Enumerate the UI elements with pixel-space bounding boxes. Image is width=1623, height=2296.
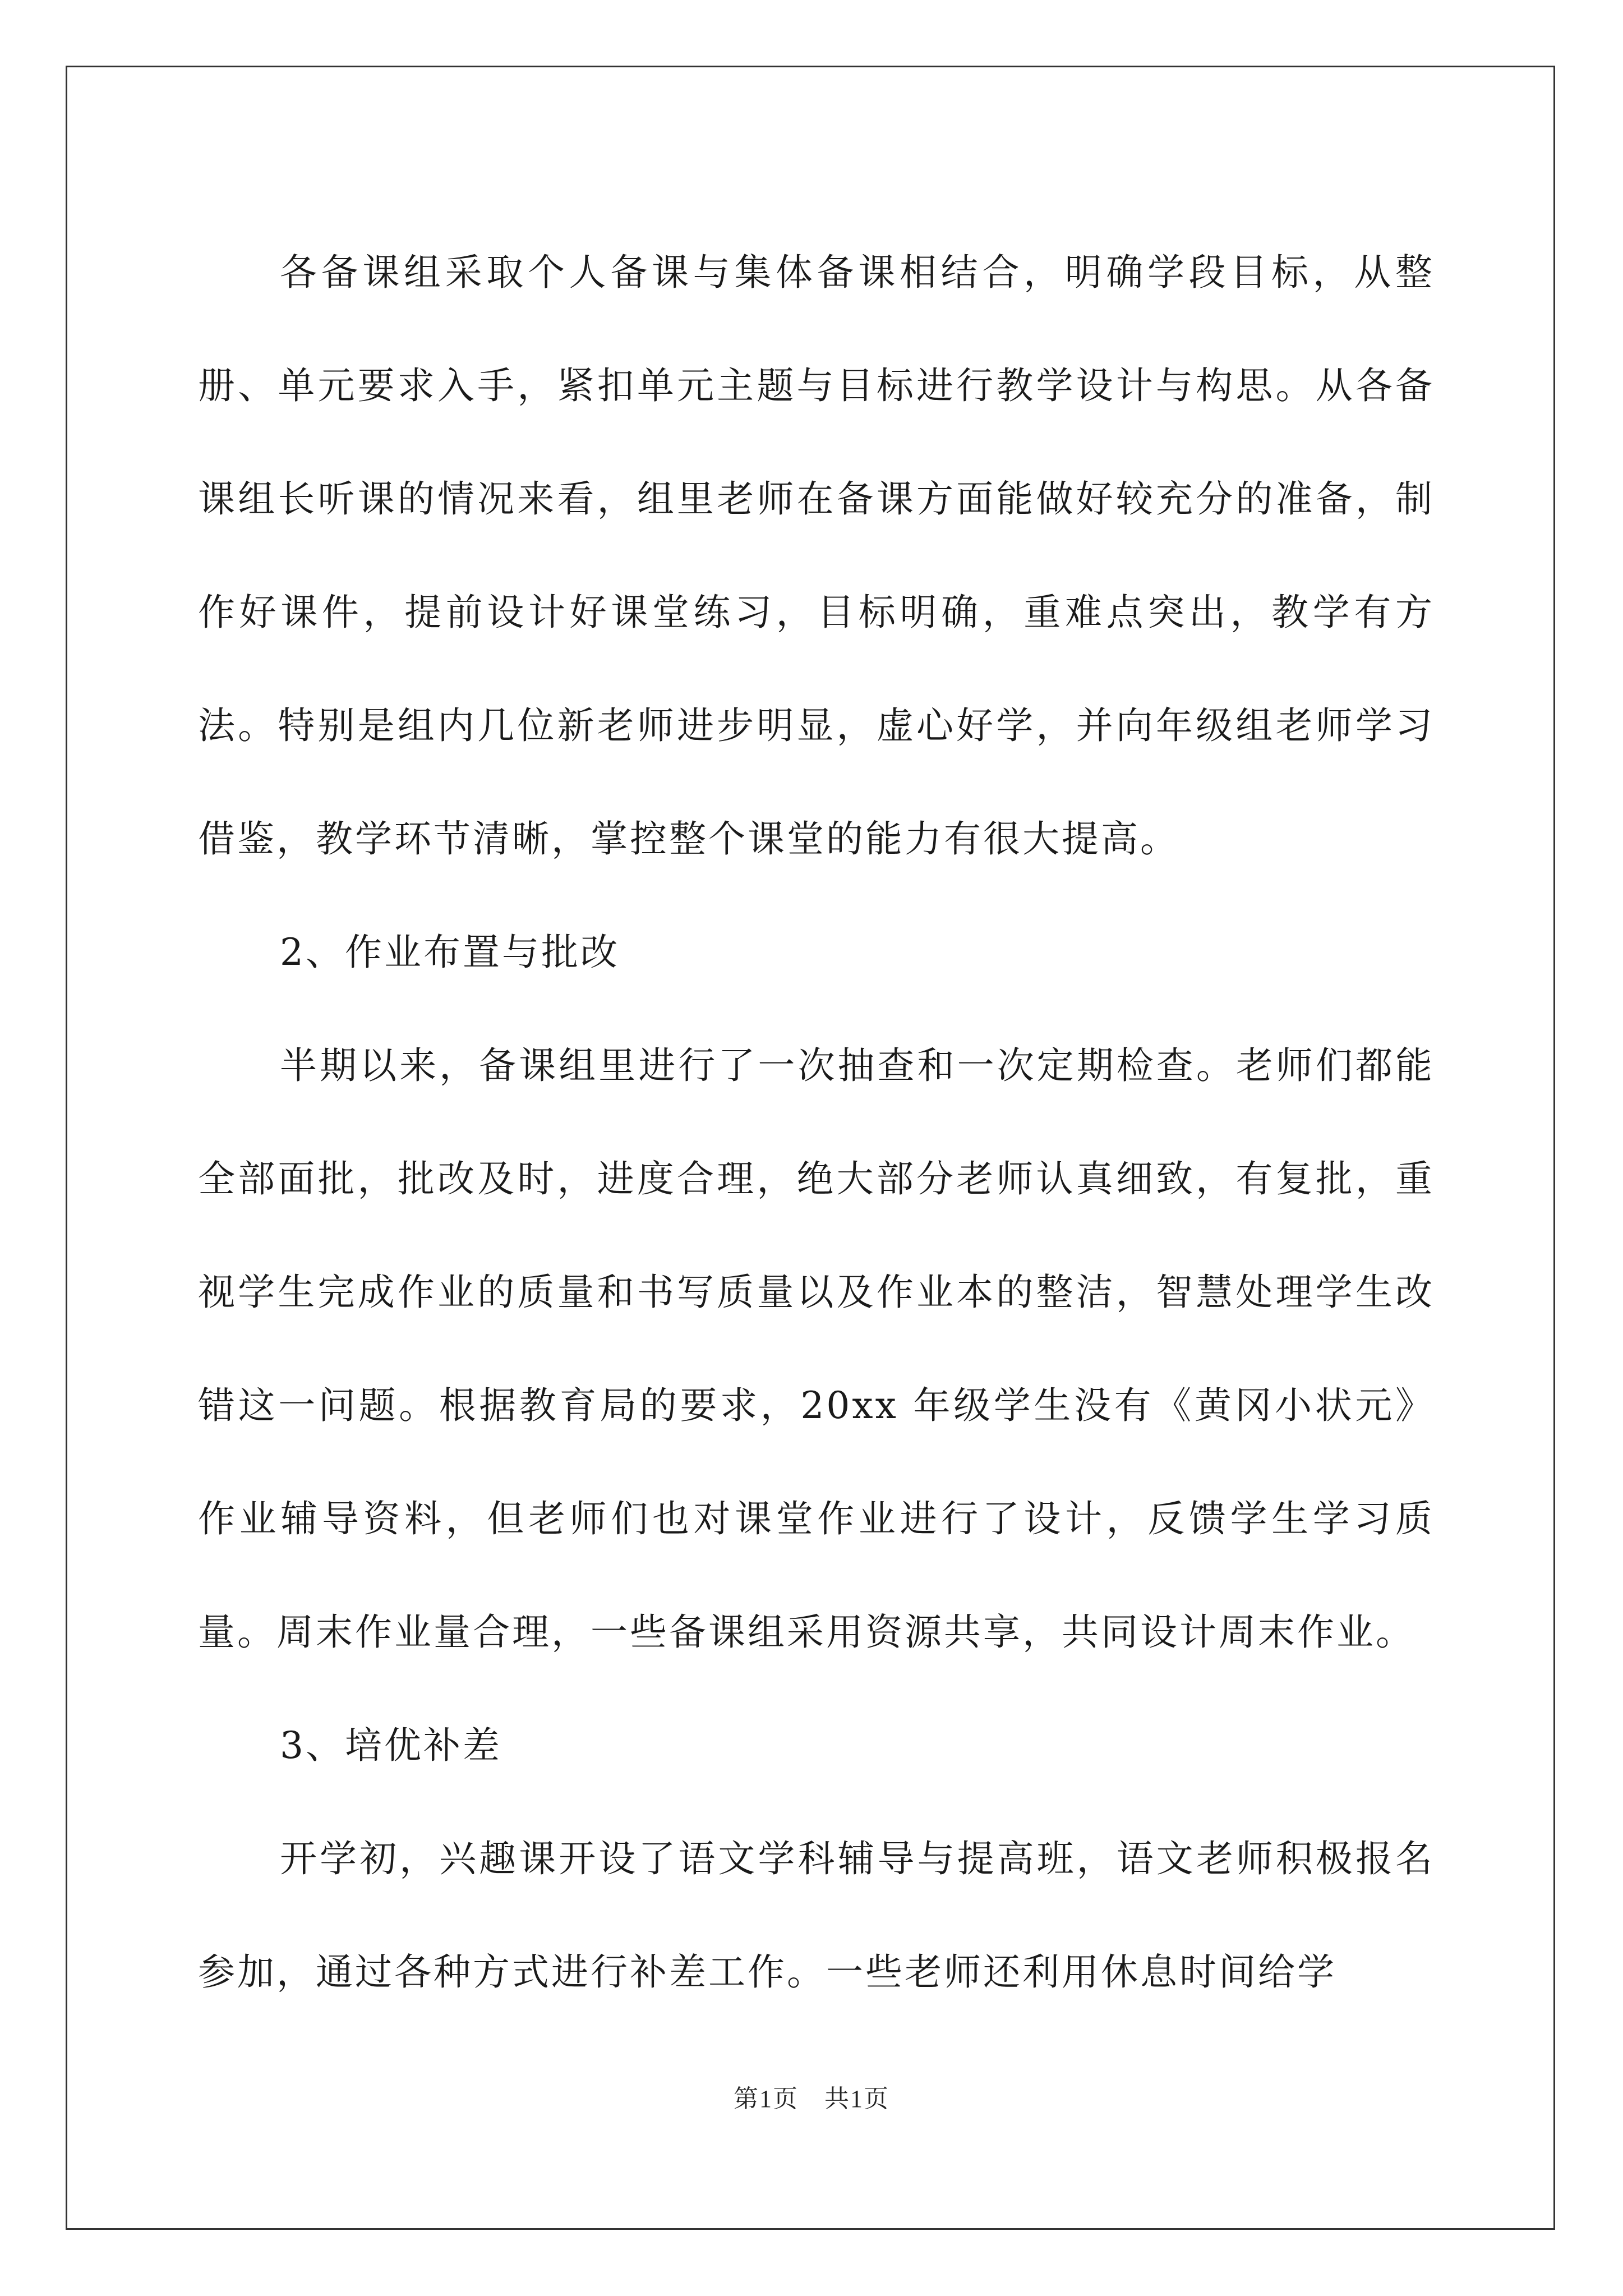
section-heading-tutoring: 3、培优补差 [280,1724,502,1767]
section-heading-homework: 2、作业布置与批改 [280,931,620,974]
page-number-footer: 第1页 共1页 [734,2085,889,2113]
paragraph-tutoring: 开学初，兴趣课开设了语文学科辅导与提高班，语文老师积极报名参加，通过各种方式进行补差工作。一些老师还利用休息时间给学 [198,1837,1435,1994]
document-body [198,216,1435,2029]
paragraph-homework: 半期以来，备课组里进行了一次抽查和一次定期检查。老师们都能全部面批，批改及时，进度合理，绝大部分老师认真细致，有复批，重视学生完成作业的质量和书写质量以及作业本的整洁，智慧处理学生改错这一问题。根据教育局的要求，20xx 年级学生没有《黄冈小状元》作业辅导资料，但老师们也对课堂作业进行了设计，反馈学生学习质量。周末作业量合理，一些备课组采用资源共享，共同设计周末作业。 [198,1044,1435,1654]
paragraph-lesson-prep: 各备课组采取个人备课与集体备课相结合，明确学段目标，从整册、单元要求入手，紧扣单元主题与目标进行教学设计与构思。从各备课组长听课的情况来看，组里老师在备课方面能做好较充分的准备，制作好课件，提前设计好课堂练习，目标明确，重难点突出，教学有方法。特别是组内几位新老师进步明显，虚心好学，并向年级组老师学习借鉴，教学环节清晰，掌控整个课堂的能力有很大提高。 [198,251,1435,861]
